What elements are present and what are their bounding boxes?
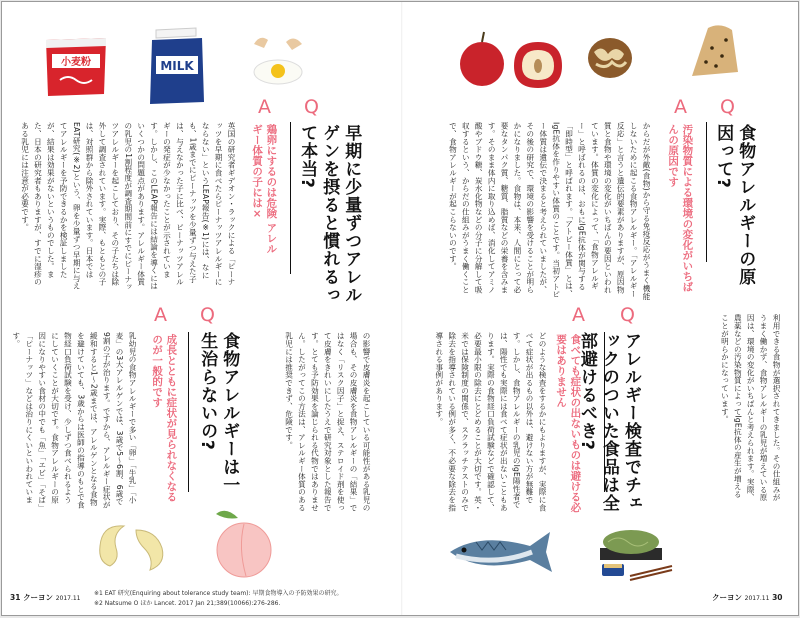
footnote-1: ※1 EAT 研究(Enquiring about tolerance study team): 早期食物導入の予防効果の研究。 — [94, 590, 343, 597]
peach-illustration — [208, 506, 276, 580]
answer-body-text: どのような検査をするかにもよりますが、実際に食べて症状が出るもの以外は、避けない方が無難です。しかし、食物アレルギーの乳児のIgE陽性者では、陽性でも実際には食べて症状が出ないこともあります。実際の食物経口負荷試験などで確認して、必要最小限の除去にとどめることが大切です。英・米では保険制度の関係で、スクラッチテストのみで除去を指導されている例が多く、不必要な除去を指導される事例があります。 — [434, 332, 547, 512]
answer-headline: 成長とともに症状が見られなくなるのが一般的です — [151, 334, 178, 502]
question-title: 早期に少量ずつアレルゲンを摂ると慣れるって本当? — [297, 124, 362, 304]
question-mark-label: Q — [620, 304, 635, 326]
question-title: 食物アレルギーは一生治らないの? — [197, 332, 240, 494]
answer-headline: 汚染物質による環境の変化がいちばんの原因です — [667, 124, 694, 292]
answer-body-text: 乳幼児の食物アレルギーで多い「卵」「牛乳」「小麦」の3大アレルゲンでは、3歳で5〜6割、6歳で9割の子が治ります。ですから、アレルギー症状が緩和すると1〜2歳までは、アレルゲンとなる食物を避けていても、3歳からは医師の指導のもとで食物経口負荷試験を受け、少しずつ食べられるようにしていくことが大切です。食物アレルギーの原因になりやすい食材の中でも「魚」「エビ」「そば」「ピーナッツ」などは治りにくいといわれています。 — [11, 332, 137, 509]
answer-body-text-continued: 利用できる食物が選択されてきました。その仕組みがうまく働かず、食物アレルギーの乳児が増えている原因は、環境の変化がいちばんと考えられます。実際、農薬などの汚染物質によってIgE抗体の産生が増えることが明らかになっています。 — [720, 314, 781, 502]
walnut-illustration — [584, 32, 636, 82]
egg-illustration — [246, 34, 308, 88]
answer-body-text: 英国の研究者ギデオン・ラックによる「ピーナッツを早期に食べたらピーナッツアレルギーにならない」というLEAP報告(※1)には、なにも、1歳までにピーナッツを少量ずつ与えた子は、与えなかった子に比べ、ピーナッツアレルギーの発症が少なかったことが示されています。しかし、このLEAP報告には結論を導くにはいくつかの問題点があります。アレルギー体質の乳児の1割程度が調査期間前にすでにピーナッツアレルギーを起こしており、その子たちは除外して調査されています。実際、もともとの子は、対照群から除外されています。日本ではEAT研究(※2)という、卵を少量ずつ早期に与えてアレルギーを予防できるかを検証しましたが、結果は効果がないというものでした。また、日本の研究者もありますが、すでに湿疹のある乳児には注意が必要です。 — [20, 122, 236, 291]
answer-mark-label: A — [572, 304, 585, 326]
answer-mark-label: A — [258, 96, 271, 118]
answer-headline: 鶏卵にするのは危険 アレルギー体質の子には× — [251, 124, 278, 254]
soba-noodle-illustration — [596, 520, 674, 584]
question-divider-line — [706, 122, 707, 262]
answer-mark-label: A — [674, 96, 687, 118]
question-divider-line — [188, 332, 189, 492]
magazine-spread — [1, 1, 799, 616]
page-number-right: クーヨン 2017.11 30 — [712, 593, 783, 602]
bread-piece-illustration — [686, 22, 744, 82]
question-divider-line — [290, 122, 291, 274]
page-number-left: 31 クーヨン 2017.11 — [10, 593, 81, 602]
question-mark-label: Q — [200, 304, 215, 326]
milk-carton-illustration — [146, 26, 208, 106]
apple-illustration — [456, 26, 566, 92]
question-title: アレルギー検査でチェックのついた食品は全部避けるべき? — [576, 332, 641, 512]
answer-body-text-continued: の影響で皮膚炎を起こしている可能性がある乳児の場合も、その皮膚炎を食物アレルギーの「結果」ではなく「リスク因子」と捉え、ステロイド剤を使って皮膚をきれいにしたうえで研究対象とした報告です。とても予防効果を論じられる代物ではありません。したがってこの方法は、アレルギー体質のある乳児には推奨できず、危険です。 — [284, 332, 371, 512]
answer-body-text: からだが外敵(食物)から守る免疫反応がうまく機能しないために起こる食物アレルギー。「アレルギー反応」と言うと遺伝的要素がありますが、原因物質と食物や環境の変化がいちばんの要因といわれています。体質の変化によって、「食物アレルギー」と呼ばれるのは、おもにIgE抗体が関与する「即時型」と呼ばれます。「アトピー体質」とは、IgE抗体を作りやすい体質のことです。当初アトピー体質は遺伝で決まると考えられていましたが、その後の研究で、環境の影響を受けることが明らかになりました。食物は、本来、人間にとって必要なタンパク質、糖質、脂質などの栄養を含みます。そのまま体内に取り込めば、消化してアミノ酸やブドウ糖、炭水化物などの分子に分解して吸収するという、からだの仕組みがうまく働くことで、食物アレルギーが起こらないのです。 — [448, 122, 651, 300]
page-gutter — [401, 2, 403, 615]
fish-illustration — [446, 526, 558, 578]
footnote-2: ※2 Natsume O ほか Lancet. 2017 Jan 21;389(10066):276-286. — [94, 600, 281, 607]
answer-mark-label: A — [154, 304, 167, 326]
svg-text:小麦粉: 小麦粉 — [61, 57, 91, 68]
flour-bag-illustration — [40, 32, 112, 102]
answer-headline: 食べても症状の出ないものは避ける必要はありません — [555, 334, 582, 513]
question-mark-label: Q — [720, 96, 735, 118]
question-mark-label: Q — [304, 96, 319, 118]
question-title: 食物アレルギーの原因って? — [713, 124, 756, 286]
cashew-nut-illustration — [90, 516, 170, 576]
svg-text:MILK: MILK — [160, 59, 194, 73]
